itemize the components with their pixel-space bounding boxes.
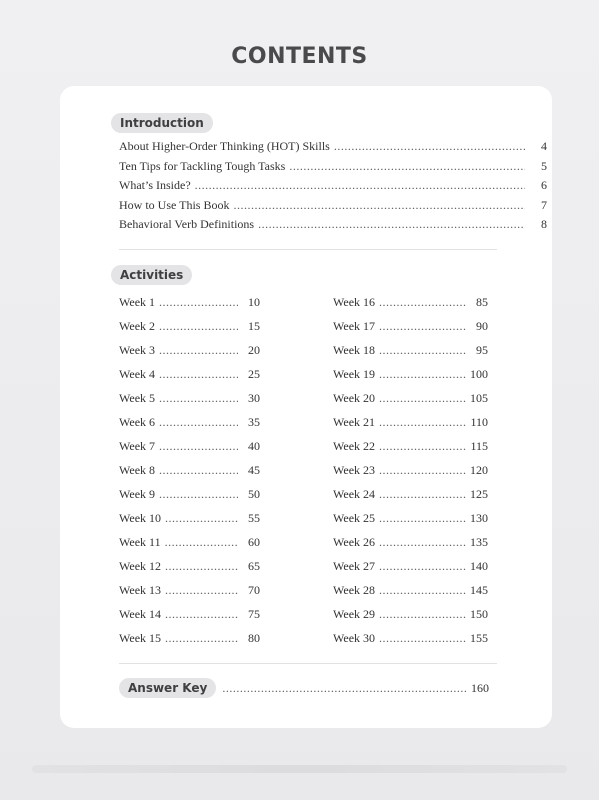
toc-entry[interactable] [333, 607, 488, 631]
toc-entry-page: 65 [248, 559, 260, 573]
toc-entry-page: 155 [470, 631, 488, 645]
toc-entry-label: About Higher-Order Thinking (HOT) Skills [119, 139, 330, 153]
leader-dots [159, 415, 238, 430]
toc-entry[interactable] [119, 511, 260, 535]
page-title: CONTENTS [231, 44, 368, 69]
toc-entry-page: 80 [248, 631, 260, 645]
footer-strip [32, 765, 567, 773]
toc-entry-label: Week 7 [119, 439, 156, 453]
toc-entry[interactable] [119, 139, 547, 159]
introduction-list [119, 139, 547, 237]
toc-entry[interactable] [119, 178, 547, 198]
toc-entry-label: Week 29 [333, 607, 376, 621]
toc-entry-page: 4 [541, 139, 547, 153]
toc-entry-label: Behavioral Verb Definitions [119, 217, 255, 231]
leader-dots [165, 631, 238, 646]
toc-entry[interactable] [119, 631, 260, 655]
toc-entry-page: 125 [470, 487, 488, 501]
toc-entry-page: 115 [470, 439, 488, 453]
leader-dots [379, 535, 466, 550]
toc-entry[interactable] [333, 391, 488, 415]
toc-entry-label: Week 21 [333, 415, 376, 429]
toc-entry[interactable] [333, 439, 488, 463]
toc-entry-page: 6 [541, 178, 547, 192]
toc-entry-page: 75 [248, 607, 260, 621]
leader-dots [379, 607, 466, 622]
toc-entry-label: Week 16 [333, 295, 376, 309]
leader-dots [379, 631, 466, 646]
toc-entry[interactable] [333, 415, 488, 439]
leader-dots [289, 159, 525, 174]
leader-dots [258, 217, 525, 232]
toc-entry[interactable] [333, 583, 488, 607]
leader-dots [379, 511, 466, 526]
leader-dots [165, 559, 238, 574]
activities-column-left [119, 295, 260, 655]
toc-entry-page: 40 [248, 439, 260, 453]
toc-entry-label: Week 25 [333, 511, 376, 525]
leader-dots [159, 439, 238, 454]
leader-dots [334, 139, 525, 154]
toc-entry-page: 95 [476, 343, 488, 357]
toc-entry[interactable] [119, 343, 260, 367]
answer-key-heading: Answer Key [119, 678, 216, 698]
toc-entry-page: 105 [470, 391, 488, 405]
toc-entry[interactable] [333, 535, 488, 559]
toc-entry[interactable] [119, 463, 260, 487]
activities-heading: Activities [111, 265, 192, 285]
toc-entry[interactable] [333, 319, 488, 343]
toc-entry-label: Week 27 [333, 559, 376, 573]
toc-entry-page: 45 [248, 463, 260, 477]
toc-entry-page: 5 [541, 158, 547, 173]
toc-entry-label: Week 24 [333, 487, 376, 501]
toc-entry-label: Week 8 [119, 463, 156, 477]
introduction-heading: Introduction [111, 113, 213, 133]
toc-entry-label: Week 9 [119, 487, 156, 501]
toc-entry-page: 30 [248, 391, 260, 405]
toc-entry-label: Week 17 [333, 319, 376, 333]
toc-entry[interactable] [119, 583, 260, 607]
toc-entry-page: 20 [248, 343, 260, 357]
leader-dots [165, 583, 238, 598]
toc-entry-label: How to Use This Book [119, 197, 230, 212]
toc-entry[interactable] [119, 367, 260, 391]
toc-entry[interactable] [119, 415, 260, 439]
toc-entry-page: 35 [248, 415, 260, 429]
toc-entry-page: 90 [476, 319, 488, 333]
leader-dots [195, 178, 525, 193]
toc-entry-page: 150 [470, 607, 488, 621]
toc-entry[interactable] [333, 295, 488, 319]
toc-entry-page: 135 [470, 535, 488, 549]
toc-entry[interactable] [119, 487, 260, 511]
toc-entry[interactable] [119, 535, 260, 559]
toc-entry-label: Week 4 [119, 367, 156, 381]
toc-entry-page: 55 [248, 511, 260, 525]
leader-dots [379, 319, 466, 334]
toc-entry-label: Week 28 [333, 583, 376, 597]
toc-entry-page: 130 [470, 511, 488, 525]
toc-entry[interactable] [119, 439, 260, 463]
toc-entry-label: Week 23 [333, 463, 376, 477]
toc-entry[interactable] [333, 463, 488, 487]
toc-entry-label: Week 11 [119, 535, 161, 549]
leader-dots [159, 343, 238, 358]
answer-key-page: 160 [471, 680, 489, 695]
toc-entry-label: What’s Inside? [119, 178, 191, 192]
toc-entry-page: 25 [248, 367, 260, 381]
leader-dots [233, 198, 525, 213]
toc-entry[interactable] [119, 159, 547, 179]
toc-entry[interactable] [333, 343, 488, 367]
leader-dots [165, 511, 238, 526]
toc-entry[interactable] [333, 511, 488, 535]
leader-dots [159, 463, 238, 478]
toc-entry-label: Week 18 [333, 343, 376, 357]
leader-dots [165, 535, 238, 550]
leader-dots [159, 487, 238, 502]
section-divider [119, 249, 497, 250]
toc-entry-label: Week 1 [119, 295, 156, 309]
toc-entry-page: 70 [248, 583, 260, 597]
toc-entry-label: Week 12 [119, 559, 162, 573]
toc-entry-label: Week 10 [119, 511, 162, 525]
contents-card [60, 86, 552, 728]
toc-entry-label: Ten Tips for Tackling Tough Tasks [119, 158, 286, 173]
section-divider [119, 663, 497, 664]
toc-entry-label: Week 19 [333, 367, 376, 381]
leader-dots [379, 367, 466, 382]
toc-entry-page: 7 [541, 197, 547, 212]
toc-entry[interactable] [119, 295, 260, 319]
leader-dots [379, 391, 466, 406]
toc-entry-label: Week 22 [333, 439, 376, 453]
leader-dots [159, 367, 238, 382]
toc-entry-page: 85 [476, 295, 488, 309]
leader-dots [159, 295, 238, 310]
leader-dots [379, 559, 466, 574]
leader-dots [379, 463, 466, 478]
toc-entry[interactable] [119, 217, 547, 237]
toc-entry-label: Week 26 [333, 535, 376, 549]
leader-dots [159, 391, 238, 406]
leader-dots [379, 415, 466, 430]
leader-dots [379, 439, 466, 454]
toc-entry[interactable] [333, 559, 488, 583]
toc-entry-page: 15 [248, 319, 260, 333]
toc-entry-label: Week 15 [119, 631, 162, 645]
leader-dots [379, 343, 466, 358]
toc-entry-page: 140 [470, 559, 488, 573]
toc-entry-page: 50 [248, 487, 260, 501]
leader-dots [165, 607, 238, 622]
toc-entry[interactable] [333, 631, 488, 655]
toc-entry-label: Week 5 [119, 391, 156, 405]
toc-entry-page: 60 [248, 535, 260, 549]
leader-dots [222, 681, 467, 696]
toc-entry-label: Week 14 [119, 607, 162, 621]
toc-entry[interactable] [119, 607, 260, 631]
leader-dots [379, 487, 466, 502]
toc-entry[interactable] [333, 487, 488, 511]
leader-dots [159, 319, 238, 334]
toc-entry-page: 100 [470, 367, 488, 381]
toc-entry-page: 120 [470, 463, 488, 477]
toc-entry-label: Week 30 [333, 631, 376, 645]
toc-entry[interactable] [119, 319, 260, 343]
toc-entry-label: Week 20 [333, 391, 376, 405]
answer-key-entry[interactable] [119, 678, 489, 698]
toc-entry-page: 10 [248, 295, 260, 309]
toc-entry-page: 8 [541, 217, 547, 231]
leader-dots [379, 295, 466, 310]
toc-entry[interactable] [119, 391, 260, 415]
toc-entry-label: Week 3 [119, 343, 156, 357]
toc-entry[interactable] [119, 198, 547, 218]
toc-entry-label: Week 2 [119, 319, 156, 333]
toc-entry-label: Week 13 [119, 583, 162, 597]
leader-dots [379, 583, 466, 598]
activities-column-right [333, 295, 488, 655]
toc-entry[interactable] [119, 559, 260, 583]
toc-entry-page: 110 [470, 415, 488, 429]
toc-entry-page: 145 [470, 583, 488, 597]
toc-entry-label: Week 6 [119, 415, 156, 429]
toc-entry[interactable] [333, 367, 488, 391]
